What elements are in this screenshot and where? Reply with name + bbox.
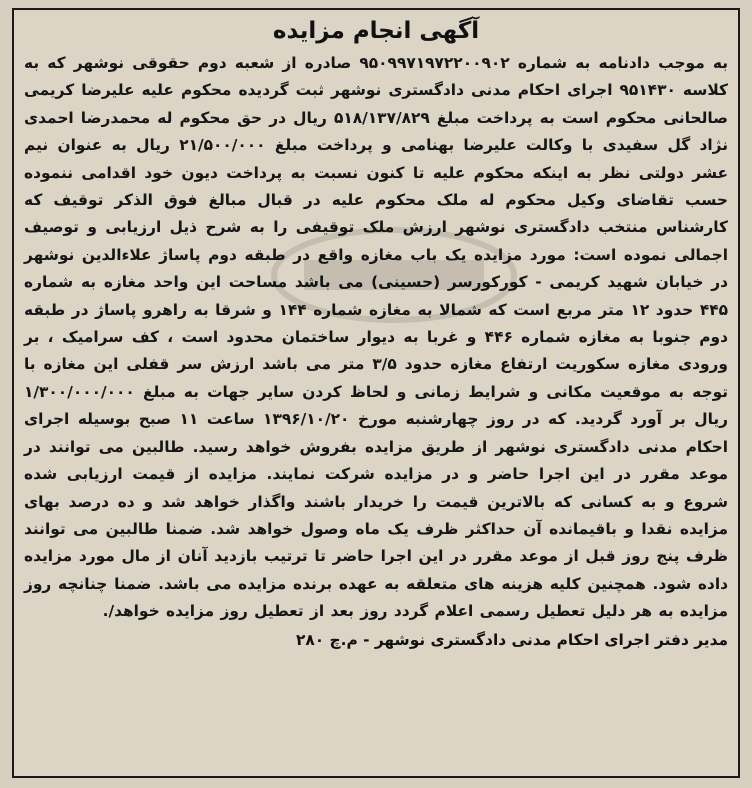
notice-title: آگهی انجام مزایده: [272, 18, 480, 44]
notice-body: به موجب دادنامه به شماره ۹۵۰۹۹۷۱۹۷۲۲۰۰۹۰۲ صادره از شعبه دوم حقوقی نوشهر که به کلاسه ۹۵۱۴۳۰ اجرای احکام مدنی دادگستری نوشهر ثبت گردیده محکوم علیه علیرضا کریمی صالحانی محکوم است به پرداخت مبلغ ۵۱۸/۱۳۷/۸۲۹ ریال در حق محکوم له محمدرضا احمدی نژاد گل سفیدی با وکالت علیرضا بهنامی و پرداخت مبلغ ۲۱/۵۰۰/۰۰۰ ریال به عنوان نیم عشر دولتی نظر به اینکه محکوم علیه تا کنون نسبت به پرداخت دیون خود اقدامی ننموده حسب تقاضای وکیل محکوم له ملک محکوم علیه در قبال مبالغ فوق الذکر توقیف که کارشناس منتخب دادگستری نوشهر ارزش ملک توقیفی را به شرح ذیل ارزیابی و توصیف اجمالی نموده است: مورد مزایده یک باب مغازه واقع در طبقه دوم پاساژ علاءالدین نوشهر در خیابان شهید کریمی - کورکورسر (حسینی) می باشد مساحت این واحد مغازه به شماره ۴۴۵ حدود ۱۲ متر مربع است که شمالا به مغازه شماره ۱۴۴ و شرقا به راهرو پاساژ در طبقه دوم جنوبا به مغازه شماره ۴۴۶ و غربا به دیوار ساختمان محدود است ، کف سرامیک ، بر ورودی مغازه سکوریت ارتفاع مغازه حدود ۳/۵ متر می باشد ارزش سر قفلی این مغازه با توجه به موقعیت مکانی و شرایط زمانی و لحاظ کردن سایر جهات به مبلغ ۱/۳۰۰/۰۰۰/۰۰۰ ریال بر آورد گردید. که در روز چهارشنبه مورخ ۱۳۹۶/۱۰/۲۰ ساعت ۱۱ صبح بوسیله اجرای احکام مدنی دادگستری نوشهر از طریق مزایده بفروش خواهد رسید. طالبین می توانند در موعد مقرر در این اجرا حاضر و در مزایده شرکت نمایند. مزایده از قیمت ارزیابی شده شروع و به کسانی که بالاترین قیمت را خریدار باشند واگذار خواهد شد و ده درصد بهای مزایده نقدا و باقیمانده آن حداکثر ظرف یک ماه وصول خواهد شد. ضمنا طالبین می توانند ظرف پنج روز قبل از موعد مقرر در این اجرا حاضر تا ترتیب بازدید آنان از مال مورد مزایده داده شود. همچنین کلیه هزینه های متعلقه به عهده برنده مزایده می باشد. ضمنا چنانچه روز مزایده به هر دلیل تعطیل رسمی اعلام گردد روز بعد از تعطیل روز مزایده خواهد/.: [24, 54, 729, 621]
notice-signature: مدیر دفتر اجرای احکام مدنی دادگستری نوشهر - م.چ ۲۸۰: [295, 630, 728, 649]
notice-frame: [12, 8, 740, 778]
